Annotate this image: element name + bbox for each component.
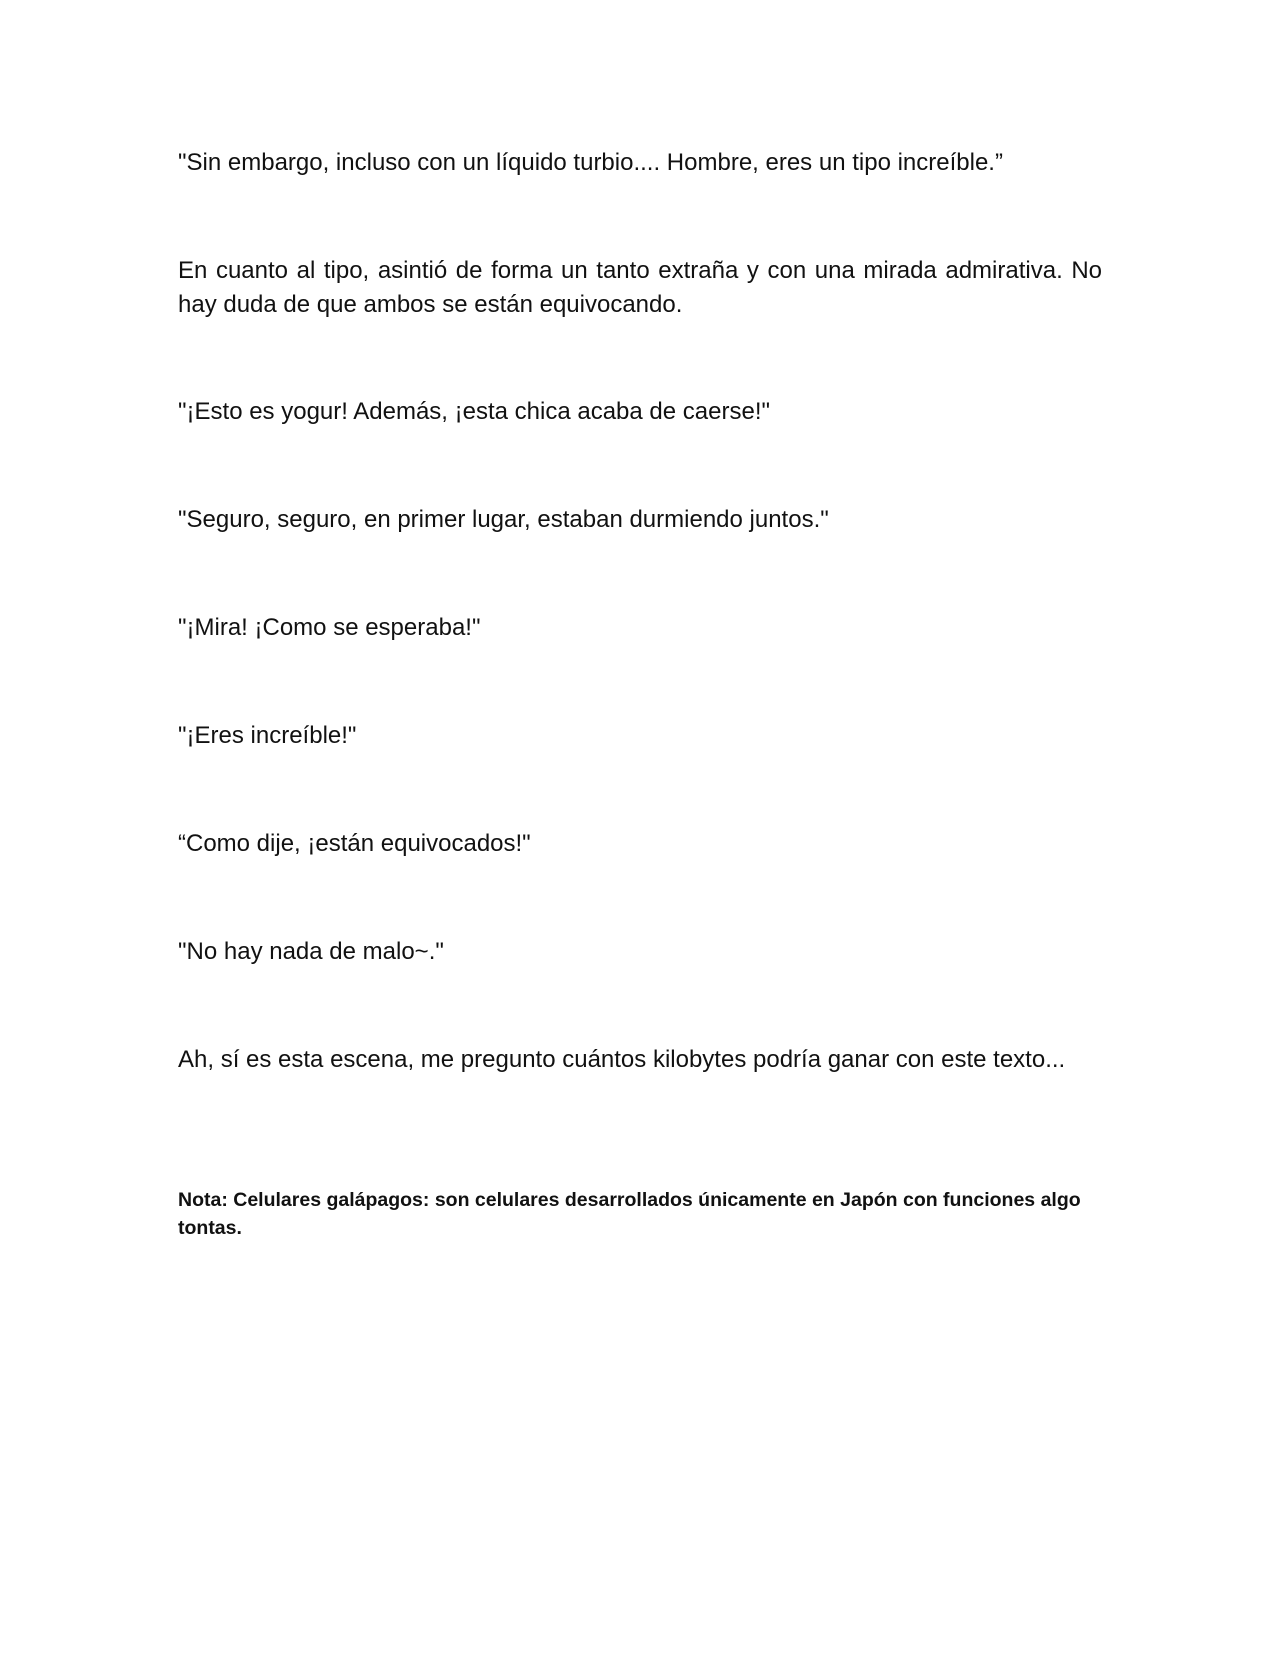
- paragraph: Ah, sí es esta escena, me pregunto cuántos kilobytes podría ganar con este texto...: [178, 1046, 1066, 1073]
- paragraph: “Como dije, ¡están equivocados!": [178, 830, 531, 857]
- paragraph: "Seguro, seguro, en primer lugar, estaban durmiendo juntos.": [178, 506, 829, 533]
- paragraph: En cuanto al tipo, asintió de forma un tanto extraña y con una mirada admirativa. No hay duda de que ambos se están equivocando.: [178, 257, 1102, 318]
- paragraph: "¡Esto es yogur! Además, ¡esta chica acaba de caerse!": [178, 398, 771, 425]
- paragraph: "¡Mira! ¡Como se esperaba!": [178, 614, 481, 641]
- footnote: Nota: Celulares galápagos: son celulares desarrollados únicamente en Japón con funciones algo tontas.: [178, 1189, 1081, 1239]
- paragraph: "No hay nada de malo~.": [178, 938, 444, 965]
- paragraph: "¡Eres increíble!": [178, 722, 357, 749]
- paragraph: "Sin embargo, incluso con un líquido turbio.... Hombre, eres un tipo increíble.”: [178, 149, 1003, 176]
